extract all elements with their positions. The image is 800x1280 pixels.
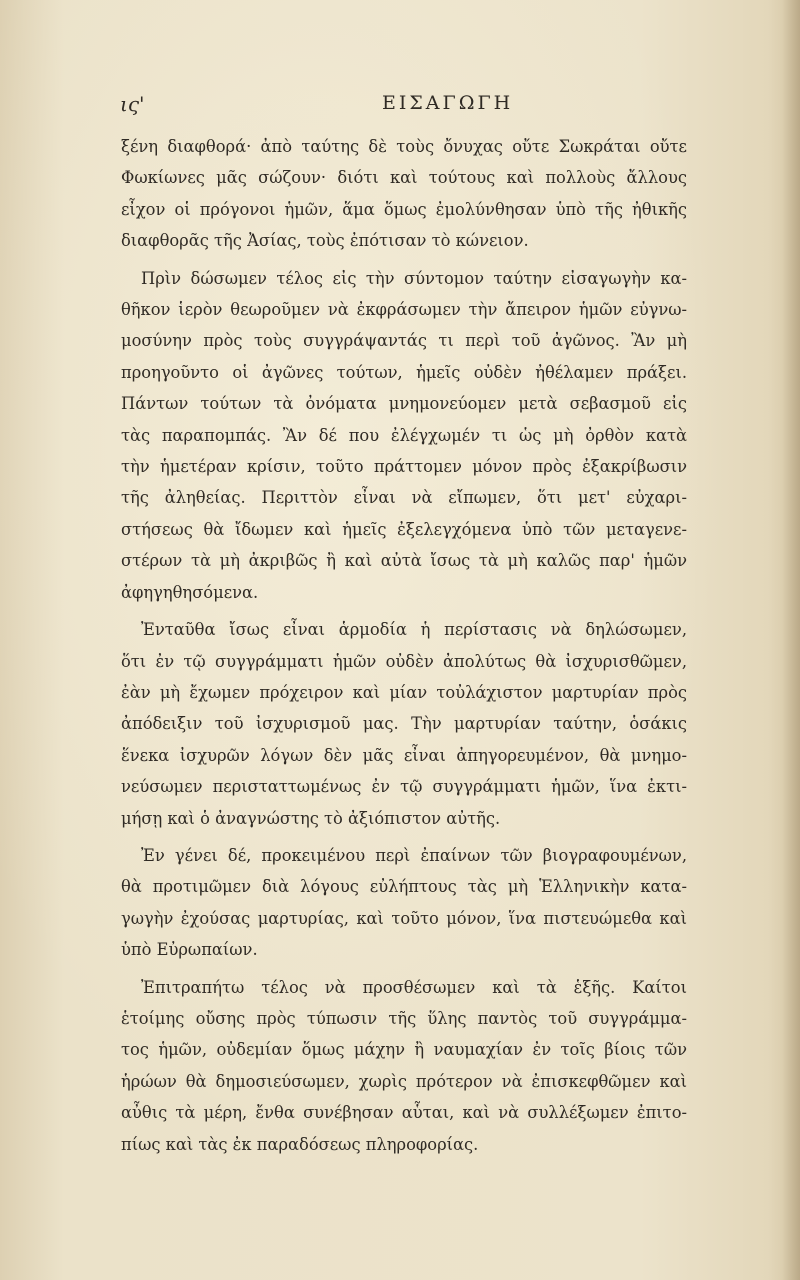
- text-line: ὅτι ἐν τῷ συγγράμματι ἡμῶν οὐδὲν ἀπολύτως θὰ ἰσχυρισθῶμεν,: [121, 651, 687, 671]
- text-line: ξένη διαφθορά· ἀπὸ ταύτης δὲ τοὺς ὄνυχας οὔτε Σωκράται οὔτε: [121, 137, 687, 156]
- text-line: τὰς παραπομπάς. Ἂν δέ που ἐλέγχωμέν τι ὡς μὴ ὀρθὸν κατὰ: [121, 425, 687, 445]
- text-line: ἑτοίμης οὔσης πρὸς τύπωσιν τῆς ὕλης παντὸς τοῦ συγγράμμα-: [121, 1008, 687, 1028]
- text-line: θὰ προτιμῶμεν διὰ λόγους εὐλήπτους τὰς μὴ Ἑλληνικὴν κατα-: [121, 877, 687, 897]
- text-line: ἕνεκα ἰσχυρῶν λόγων δὲν μᾶς εἶναι ἀπηγορευμένον, θὰ μνημο-: [121, 745, 687, 765]
- text-line: Φωκίωνες μᾶς σώζουν· διότι καὶ τούτους καὶ πολλοὺς ἄλλους: [121, 168, 687, 188]
- text-line: Πρὶν δώσωμεν τέλος εἰς τὴν σύντομον ταύτην εἰσαγωγὴν κα-: [141, 268, 687, 288]
- text-line: νεύσωμεν περισταττωμένως ἐν τῷ συγγράμματι ἡμῶν, ἵνα ἐκτι-: [121, 777, 687, 797]
- text-line: μοσύνην πρὸς τοὺς συγγράψαντάς τι περὶ τοῦ ἀγῶνος. Ἂν μὴ: [121, 331, 687, 351]
- page-header: [120, 92, 680, 122]
- text-line: τος ἡμῶν, οὐδεμίαν ὅμως μάχην ἢ ναυμαχίαν ἐν τοῖς βίοις τῶν: [121, 1040, 687, 1060]
- text-line: πίως καὶ τὰς ἐκ παραδόσεως πληροφορίας.: [121, 1134, 479, 1154]
- text-line: ἀπόδειξιν τοῦ ἰσχυρισμοῦ μας. Τὴν μαρτυρίαν ταύτην, ὁσάκις: [121, 714, 687, 734]
- body-text: [121, 131, 687, 1160]
- text-line: αὖθις τὰ μέρη, ἔνθα συνέβησαν αὗται, καὶ νὰ συλλέξωμεν ἐπιτο-: [121, 1103, 687, 1123]
- text-line: ἀφηγηθησόμενα.: [121, 582, 259, 602]
- text-line: τὴν ἡμετέραν κρίσιν, τοῦτο πράττομεν μόνον πρὸς ἐξακρίβωσιν: [121, 457, 687, 477]
- text-line: διαφθορᾶς τῆς Ἀσίας, τοὺς ἐπότισαν τὸ κώνειον.: [121, 231, 529, 251]
- running-title: ΕΙΣΑΓΩΓΗ: [382, 92, 514, 114]
- paragraph: [121, 972, 687, 1160]
- page-edge-shadow: [782, 0, 800, 1280]
- text-line: ὑπὸ Εὐρωπαίων.: [121, 940, 258, 960]
- text-line: τῆς ἀληθείας. Περιττὸν εἶναι νὰ εἴπωμεν, ὅτι μετ' εὐχαρι-: [121, 488, 687, 508]
- text-line: προηγοῦντο οἱ ἀγῶνες τούτων, ἡμεῖς οὐδὲν ἠθέλαμεν πράξει.: [121, 362, 687, 382]
- text-line: ἡρώων θὰ δημοσιεύσωμεν, χωρὶς πρότερον νὰ ἐπισκεφθῶμεν καὶ: [121, 1071, 687, 1091]
- paragraph: [121, 263, 687, 608]
- text-line: στέρων τὰ μὴ ἀκριβῶς ἢ καὶ αὐτὰ ἴσως τὰ μὴ καλῶς παρ' ἡμῶν: [121, 551, 687, 571]
- page-number: ις': [120, 92, 145, 116]
- text-line: Ἐν γένει δέ, προκειμένου περὶ ἐπαίνων τῶν βιογραφουμένων,: [141, 845, 687, 865]
- text-line: ἐὰν μὴ ἔχωμεν πρόχειρον καὶ μίαν τοὐλάχιστον μαρτυρίαν πρὸς: [121, 682, 687, 702]
- text-line: γωγὴν ἐχούσας μαρτυρίας, καὶ τοῦτο μόνον, ἵνα πιστευώμεθα καὶ: [121, 908, 687, 928]
- text-line: μήσῃ καὶ ὁ ἀναγνώστης τὸ ἀξιόπιστον αὐτῆς.: [121, 808, 501, 828]
- text-line: θῆκον ἱερὸν θεωροῦμεν νὰ ἐκφράσωμεν τὴν ἄπειρον ἡμῶν εὐγνω-: [121, 300, 687, 320]
- paragraph: [121, 840, 687, 966]
- text-line: Πάντων τούτων τὰ ὀνόματα μνημονεύομεν μετὰ σεβασμοῦ εἰς: [121, 394, 687, 414]
- paragraph: [121, 614, 687, 834]
- text-line: Ἐνταῦθα ἴσως εἶναι ἁρμοδία ἡ περίστασις νὰ δηλώσωμεν,: [141, 620, 687, 640]
- text-line: Ἐπιτραπήτω τέλος νὰ προσθέσωμεν καὶ τὰ ἑξῆς. Καίτοι: [141, 977, 687, 997]
- paragraph: [121, 131, 687, 257]
- text-line: στήσεως θὰ ἴδωμεν καὶ ἡμεῖς ἐξελεγχόμενα ὑπὸ τῶν μεταγενε-: [121, 519, 687, 539]
- text-line: εἶχον οἱ πρόγονοι ἡμῶν, ἅμα ὅμως ἐμολύνθησαν ὑπὸ τῆς ἠθικῆς: [121, 199, 687, 219]
